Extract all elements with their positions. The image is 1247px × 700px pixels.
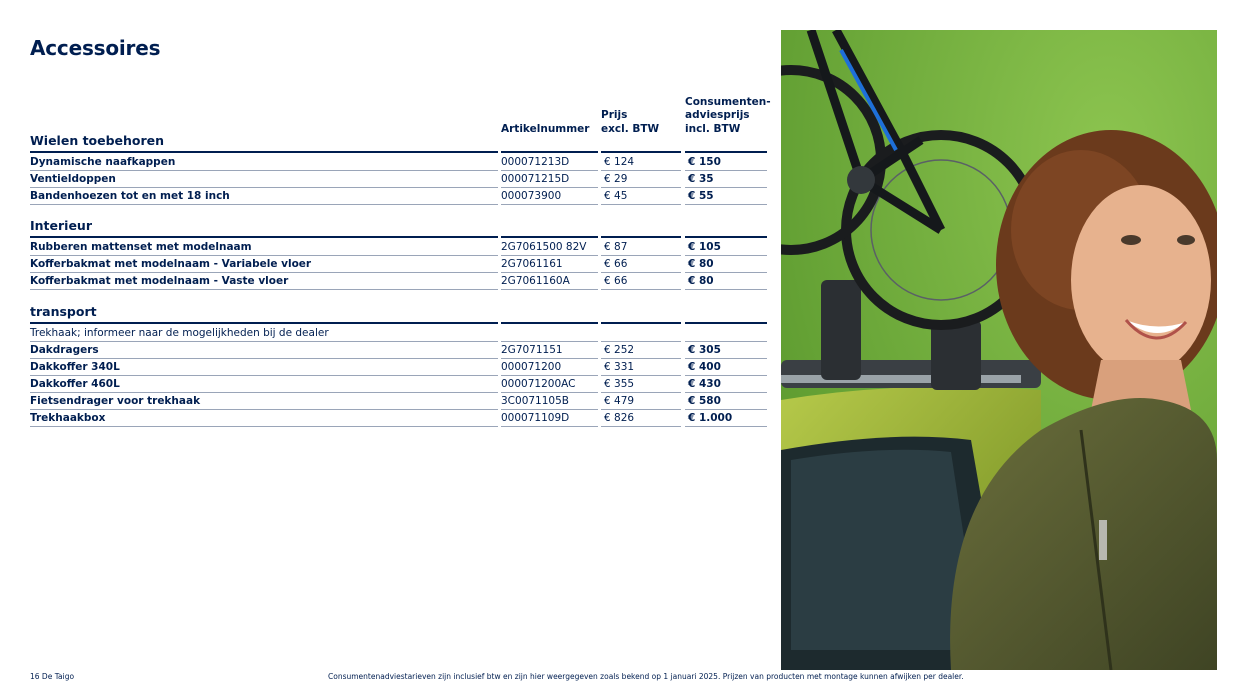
price-excl-cell <box>601 342 681 359</box>
column-header-price-excl <box>601 109 659 136</box>
section-divider <box>601 322 681 324</box>
cell-text: Rubberen mattenset met modelnaam <box>30 241 252 253</box>
column-header-price-incl-line: Consumenten- <box>685 95 771 108</box>
cell-text: € 35 <box>688 173 714 185</box>
cell-text: € 124 <box>604 156 635 168</box>
cell-text: € 252 <box>604 344 635 356</box>
price-excl-cell <box>601 376 681 393</box>
cell-text: € 45 <box>604 190 628 202</box>
page-title: Accessoires <box>30 36 161 60</box>
price-incl-cell <box>685 256 767 273</box>
table-row <box>0 188 770 205</box>
footer-note: Consumentenadviestarieven zijn inclusief btw en zijn hier weergegeven zoals bekend op 1 januari 2025. Prijzen van producten met montage kunnen afwijken per dealer. <box>328 672 964 681</box>
footer-page-label: 16 De Taigo <box>30 672 75 681</box>
cell-text: € 55 <box>688 190 714 202</box>
cell-text: € 430 <box>688 378 721 390</box>
cell-text: € 355 <box>604 378 635 390</box>
section-divider <box>601 151 681 153</box>
article-number-cell <box>501 154 598 171</box>
cell-text: 000073900 <box>501 190 562 202</box>
section-divider <box>30 322 498 324</box>
cell-text: € 105 <box>688 241 721 253</box>
cell-text: € 66 <box>604 275 628 287</box>
section-divider <box>30 236 498 238</box>
product-name-cell <box>30 359 498 376</box>
price-excl-cell <box>601 256 681 273</box>
price-excl-cell <box>601 325 681 342</box>
cell-text: 000071200AC <box>501 378 576 390</box>
section-divider <box>685 236 767 238</box>
column-header-price-excl-line: excl. BTW <box>601 122 660 135</box>
cell-text: Dynamische naafkappen <box>30 156 176 168</box>
section-title: Interieur <box>30 218 92 233</box>
cell-text: 2G7061160A <box>501 275 570 287</box>
table-row <box>0 410 770 427</box>
table-row <box>0 325 770 342</box>
price-incl-cell <box>685 342 767 359</box>
article-number-cell <box>501 376 598 393</box>
cell-text: 2G7071151 <box>501 344 563 356</box>
column-header-article: Artikelnummer <box>501 122 590 135</box>
table-row <box>0 256 770 273</box>
cell-text: 000071215D <box>501 173 570 185</box>
article-number-cell <box>501 393 598 410</box>
cell-text: 000071213D <box>501 156 570 168</box>
table-row <box>0 273 770 290</box>
cell-text: Kofferbakmat met modelnaam - Vaste vloer <box>30 275 289 287</box>
price-excl-cell <box>601 273 681 290</box>
table-row <box>0 342 770 359</box>
cell-text: € 150 <box>688 156 721 168</box>
product-name-cell <box>30 410 498 427</box>
product-name-cell <box>30 154 498 171</box>
price-excl-cell <box>601 359 681 376</box>
price-excl-cell <box>601 410 681 427</box>
column-header-price-excl-line: Prijs <box>601 109 628 121</box>
section-title: transport <box>30 304 97 319</box>
product-name-cell <box>30 273 498 290</box>
cell-text: € 305 <box>688 344 721 356</box>
table-row <box>0 393 770 410</box>
table-row <box>0 376 770 393</box>
section-divider <box>501 151 598 153</box>
cell-text: € 87 <box>604 241 628 253</box>
cell-text: € 80 <box>688 258 714 270</box>
article-number-cell <box>501 342 598 359</box>
product-name-cell <box>30 256 498 273</box>
article-number-cell <box>501 256 598 273</box>
product-name-cell <box>30 393 498 410</box>
product-name-cell <box>30 171 498 188</box>
price-excl-cell <box>601 171 681 188</box>
product-name-cell <box>30 325 498 342</box>
cell-text: Dakkoffer 460L <box>30 378 120 390</box>
price-incl-cell <box>685 393 767 410</box>
cell-text: € 479 <box>604 395 635 407</box>
cell-text: € 66 <box>604 258 628 270</box>
table-row <box>0 171 770 188</box>
table-header <box>0 96 770 136</box>
section-title: Wielen toebehoren <box>30 133 165 148</box>
cell-text: 2G7061500 82V <box>501 241 587 253</box>
table-row <box>0 239 770 256</box>
hero-photo <box>781 30 1217 670</box>
article-number-cell <box>501 188 598 205</box>
price-incl-cell <box>685 325 767 342</box>
product-name-cell <box>30 188 498 205</box>
price-incl-cell <box>685 171 767 188</box>
article-number-cell <box>501 171 598 188</box>
section-divider <box>685 322 767 324</box>
price-incl-cell <box>685 154 767 171</box>
article-number-cell <box>501 239 598 256</box>
price-incl-cell <box>685 239 767 256</box>
price-excl-cell <box>601 154 681 171</box>
cell-text: Trekhaakbox <box>30 412 106 424</box>
price-incl-cell <box>685 410 767 427</box>
cell-text: 3C0071105B <box>501 395 569 407</box>
cell-text: Dakdragers <box>30 344 99 356</box>
cell-text: € 826 <box>604 412 635 424</box>
cell-text: Fietsendrager voor trekhaak <box>30 395 201 407</box>
column-header-price-incl-line: incl. BTW <box>685 122 741 135</box>
table-row <box>0 154 770 171</box>
price-excl-cell <box>601 393 681 410</box>
price-incl-cell <box>685 188 767 205</box>
product-name-cell <box>30 239 498 256</box>
article-number-cell <box>501 359 598 376</box>
cell-text: Bandenhoezen tot en met 18 inch <box>30 190 230 202</box>
price-excl-cell <box>601 188 681 205</box>
section-divider <box>30 151 498 153</box>
article-number-cell <box>501 273 598 290</box>
cell-text: Dakkoffer 340L <box>30 361 120 373</box>
price-excl-cell <box>601 239 681 256</box>
product-name-cell <box>30 376 498 393</box>
article-number-cell <box>501 325 598 342</box>
table-row <box>0 359 770 376</box>
product-name-cell <box>30 342 498 359</box>
column-header-price-incl <box>685 96 771 137</box>
article-number-cell <box>501 410 598 427</box>
cell-text: € 331 <box>604 361 635 373</box>
price-incl-cell <box>685 359 767 376</box>
cell-text: 000071109D <box>501 412 570 424</box>
cell-text: 2G7061161 <box>501 258 563 270</box>
cell-text: Trekhaak; informeer naar de mogelijkheden bij de dealer <box>30 327 329 339</box>
cell-text: € 580 <box>688 395 721 407</box>
cell-text: 000071200 <box>501 361 562 373</box>
column-header-price-incl-line: adviesprijs <box>685 109 750 121</box>
price-incl-cell <box>685 376 767 393</box>
cell-text: € 80 <box>688 275 714 287</box>
cell-text: € 29 <box>604 173 628 185</box>
section-divider <box>501 322 598 324</box>
section-divider <box>501 236 598 238</box>
section-divider <box>601 236 681 238</box>
cell-text: € 1.000 <box>688 412 733 424</box>
price-incl-cell <box>685 273 767 290</box>
cell-text: Kofferbakmat met modelnaam - Variabele vloer <box>30 258 312 270</box>
cell-text: € 400 <box>688 361 721 373</box>
section-divider <box>685 151 767 153</box>
photo-illustration <box>781 30 1217 670</box>
cell-text: Ventieldoppen <box>30 173 116 185</box>
